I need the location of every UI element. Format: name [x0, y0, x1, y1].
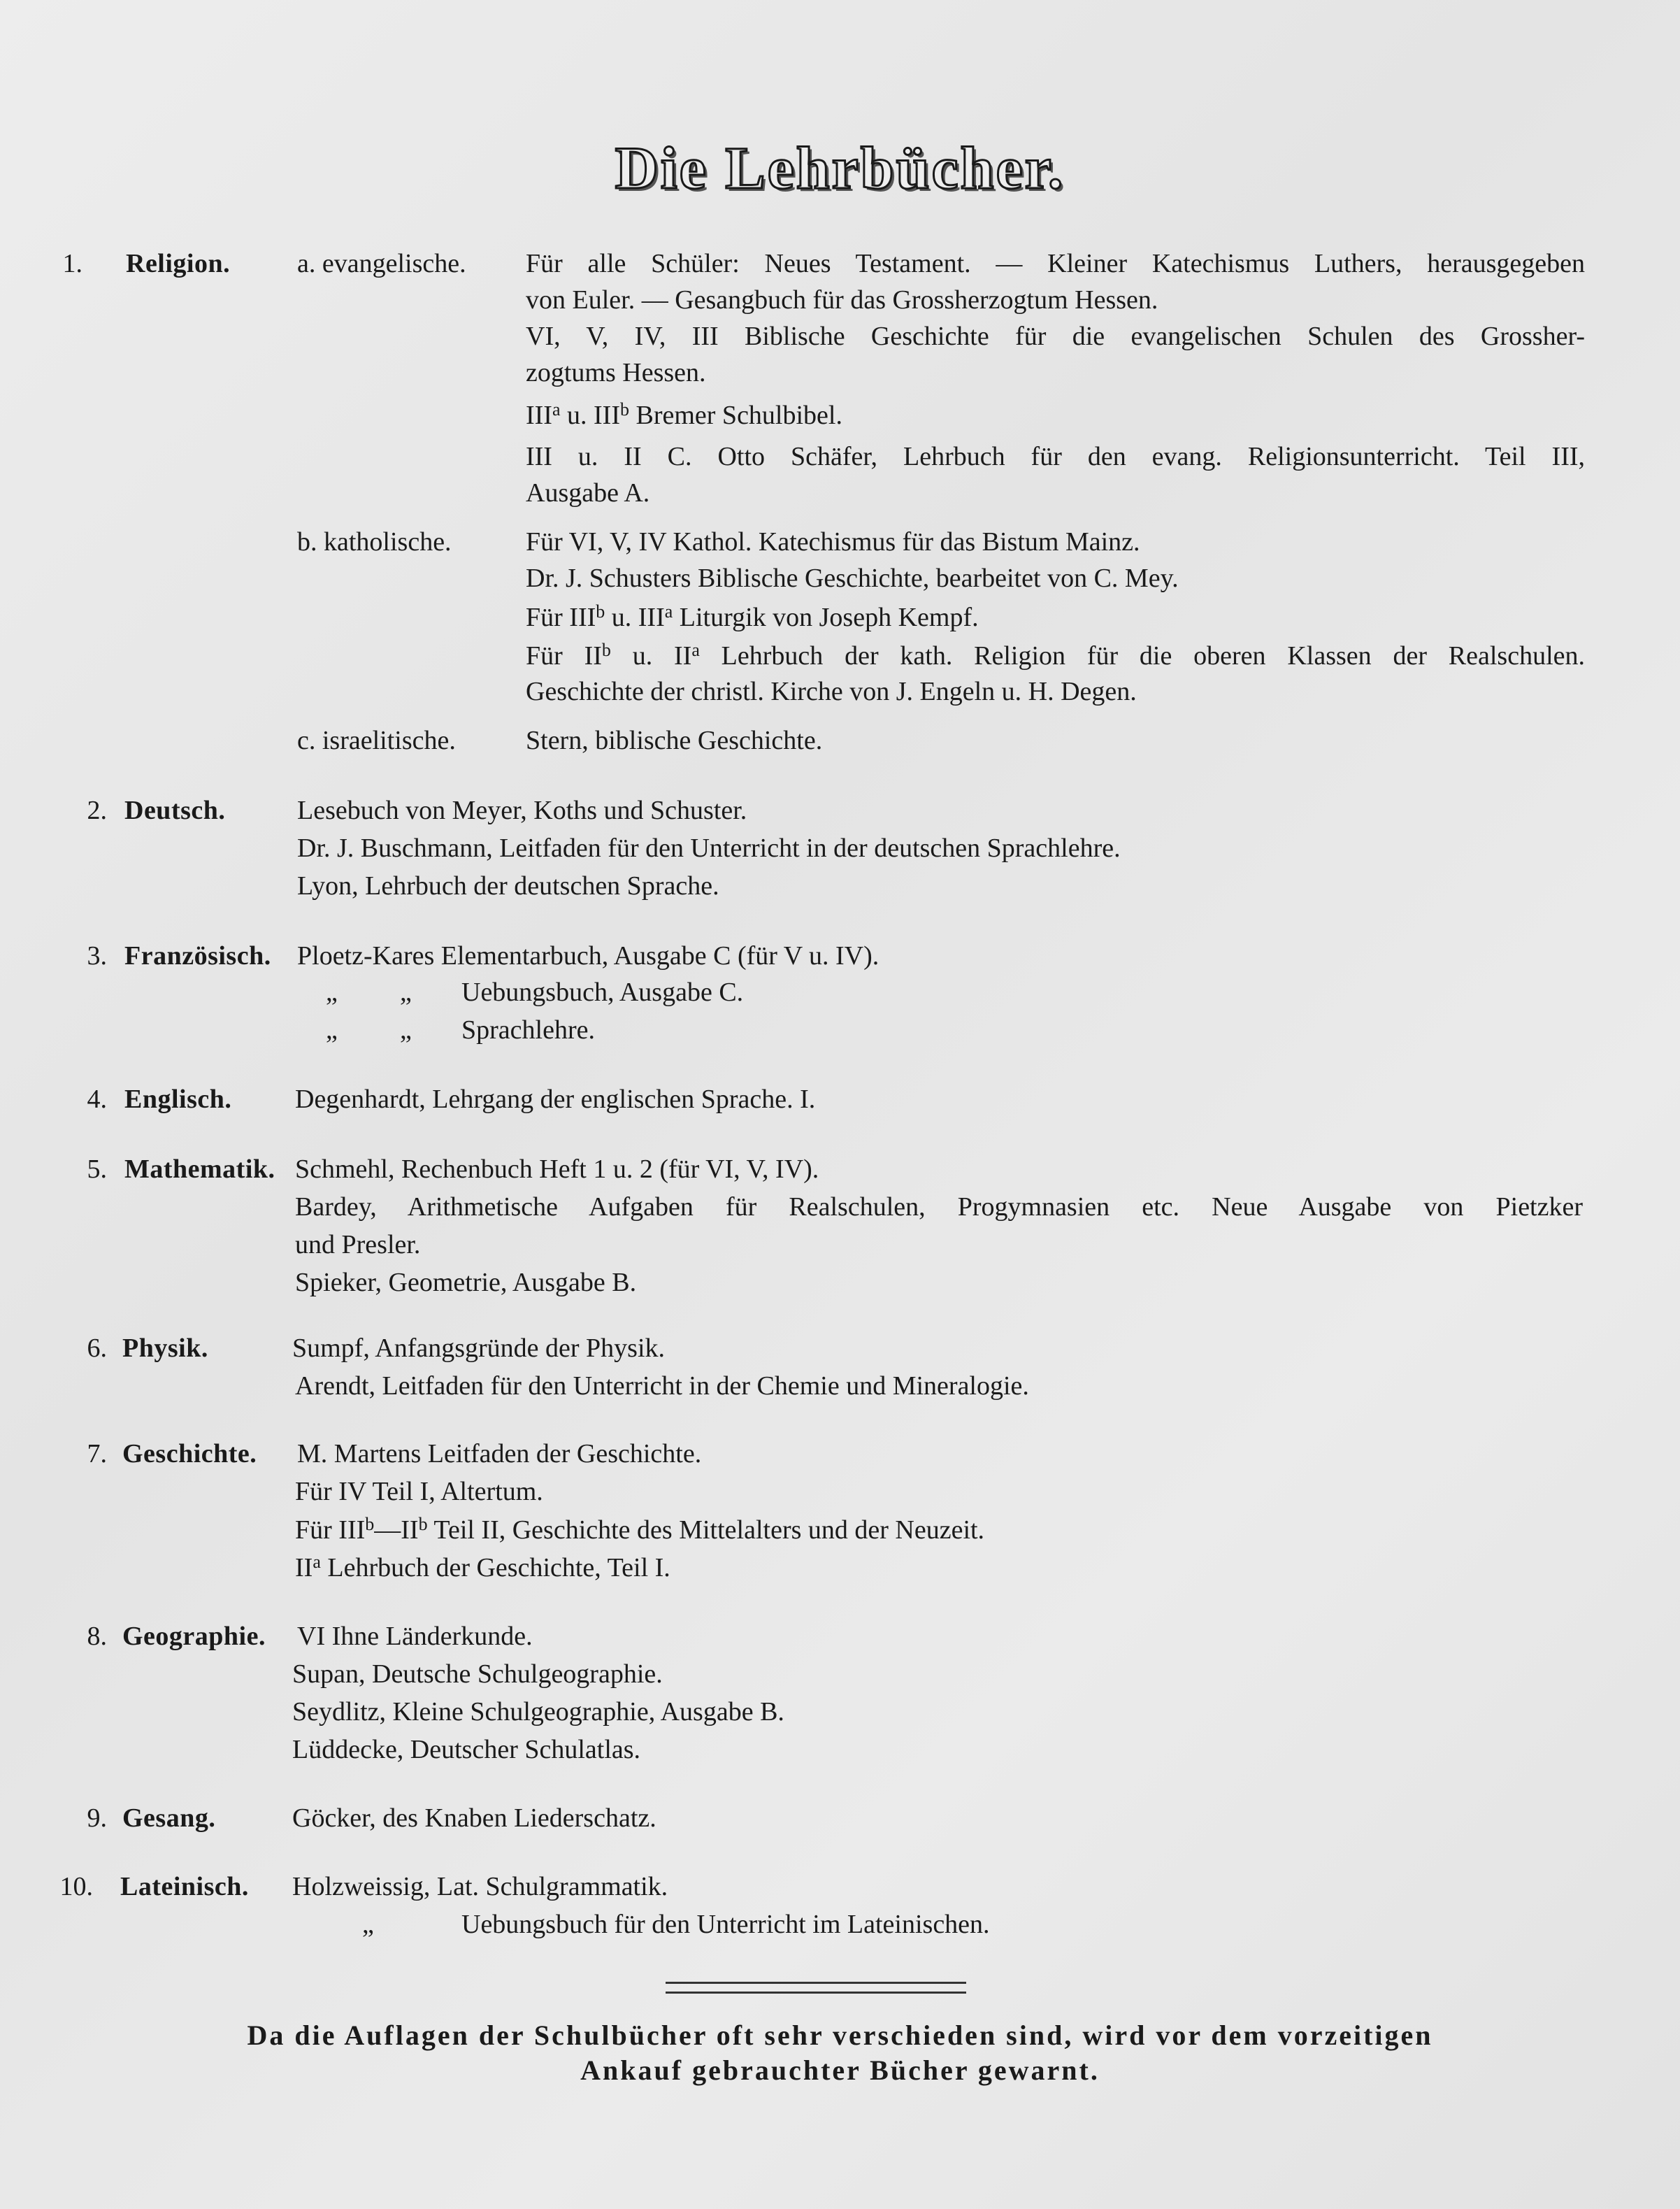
section-number: 8. — [87, 1622, 107, 1651]
section-number: 3. — [87, 941, 107, 971]
entry-line: M. Martens Leitfaden der Geschichte. — [297, 1439, 702, 1468]
entry-line: Für III$^b$ u. III$^a$ Liturgik von Joseph Kempf. — [526, 601, 979, 632]
entry-line: III$^a$ u. III$^b$ Bremer Schulbibel. — [526, 399, 842, 430]
entry-line: Supan, Deutsche Schulgeographie. — [292, 1659, 663, 1689]
entry-line: und Presler. — [295, 1230, 421, 1259]
section-number: 7. — [87, 1439, 107, 1468]
entry-line: Für $II^b$ u. $II^a$ Lehrbuch der kath. Religion für die oberen Klassen der Realschulen. — [526, 640, 1585, 671]
entry-line: Für IV Teil I, Altertum. — [295, 1477, 543, 1506]
entry-line: zogtums Hessen. — [526, 358, 706, 387]
entry-line: Lyon, Lehrbuch der deutschen Sprache. — [297, 871, 719, 901]
entry-line: VI Ihne Länderkunde. — [297, 1622, 533, 1651]
section-name: Geschichte. — [122, 1439, 257, 1468]
entry-line: Für VI, V, IV Kathol. Katechismus für das Bistum Mainz. — [526, 527, 1140, 557]
entry-line: Holzweissig, Lat. Schulgrammatik. — [292, 1872, 668, 1901]
section-number: 2. — [87, 796, 107, 825]
subsection-label-israelitisch: c. israelitische. — [297, 726, 456, 755]
entry-line: Lesebuch von Meyer, Koths und Schuster. — [297, 796, 747, 825]
entry-line: von Euler. — Gesangbuch für das Grossherzogtum Hessen. — [526, 285, 1158, 315]
section-number: 5. — [87, 1154, 107, 1184]
section-name: Geographie. — [122, 1622, 266, 1651]
subsection-label-evangelisch: a. evangelische. — [297, 249, 466, 278]
entry-line: Ploetz-Kares Elementarbuch, Ausgabe C (für V u. IV). — [297, 941, 880, 971]
ditto-mark: „ — [326, 978, 338, 1007]
section-number: 6. — [87, 1334, 107, 1363]
section-name: Mathematik. — [124, 1154, 275, 1184]
section-name: Deutsch. — [124, 796, 226, 825]
entry-line: Dr. J. Buschmann, Leitfaden für den Unterricht in der deutschen Sprachlehre. — [297, 834, 1121, 863]
subsection-label-katholisch: b. katholische. — [297, 527, 452, 557]
section-number: 10. — [59, 1872, 93, 1901]
entry-line: Stern, biblische Geschichte. — [526, 726, 823, 755]
entry-line: Schmehl, Rechenbuch Heft 1 u. 2 (für VI, V, IV). — [295, 1154, 819, 1184]
section-name: Physik. — [122, 1334, 208, 1363]
entry-line: Geschichte der christl. Kirche von J. Engeln u. H. Degen. — [526, 677, 1137, 706]
section-name: Englisch. — [124, 1085, 232, 1114]
ditto-mark: „ — [362, 1910, 374, 1939]
entry-line: Sumpf, Anfangsgründe der Physik. — [292, 1334, 666, 1363]
footer-note — [56, 2018, 1624, 2088]
ditto-mark: „ — [326, 1015, 338, 1045]
entry-line: Seydlitz, Kleine Schulgeographie, Ausgabe B. — [292, 1697, 784, 1727]
page-title: Die Lehrbücher. — [615, 134, 1065, 201]
entry-line: Für alle Schüler: Neues Testament. — Kleiner Katechismus Luthers, herausgegeben — [526, 249, 1585, 278]
entry-line: $II^a$ Lehrbuch der Geschichte, Teil I. — [295, 1552, 670, 1582]
section-number: 1. — [62, 249, 82, 278]
entry-line: VI, V, IV, III Biblische Geschichte für die evangelischen Schulen des Grossher- — [526, 322, 1585, 351]
ditto-mark: „ — [400, 978, 412, 1007]
entry-line: Spieker, Geometrie, Ausgabe B. — [295, 1268, 637, 1297]
entry-line: Degenhardt, Lehrgang der englischen Sprache. I. — [295, 1085, 816, 1114]
footer-line: Ankauf gebrauchter Bücher gewarnt. — [580, 2054, 1100, 2086]
entry-line: Lüddecke, Deutscher Schulatlas. — [292, 1735, 641, 1764]
entry-line: Uebungsbuch für den Unterricht im Lateinischen. — [461, 1910, 990, 1939]
section-number: 9. — [87, 1803, 107, 1833]
entry-line: III u. II C. Otto Schäfer, Lehrbuch für den evang. Religionsunterricht. Teil III, — [526, 442, 1585, 471]
ditto-mark: „ — [400, 1015, 412, 1045]
entry-line: Dr. J. Schusters Biblische Geschichte, bearbeitet von C. Mey. — [526, 564, 1179, 593]
section-name: Religion. — [126, 249, 231, 278]
section-number: 4. — [87, 1085, 107, 1114]
entry-line: Bardey, Arithmetische Aufgaben für Realschulen, Progymnasien etc. Neue Ausgabe von Pietzker — [295, 1192, 1583, 1222]
section-name: Französisch. — [124, 941, 271, 971]
double-rule-divider — [666, 1982, 966, 1994]
section-name: Lateinisch. — [120, 1872, 249, 1901]
entry-line: Göcker, des Knaben Liederschatz. — [292, 1803, 656, 1833]
entry-line: Sprachlehre. — [461, 1015, 595, 1045]
entry-line: Uebungsbuch, Ausgabe C. — [461, 978, 744, 1007]
footer-line: Da die Auflagen der Schulbücher oft sehr verschieden sind, wird vor dem vorzeitigen — [247, 2019, 1433, 2051]
entry-line: Ausgabe A. — [526, 478, 650, 508]
entry-line: Arendt, Leitfaden für den Unterricht in der Chemie und Mineralogie. — [295, 1371, 1029, 1401]
entry-line: Für $III^b—II^b$ Teil II, Geschichte des Mittelalters und der Neuzeit. — [295, 1514, 985, 1545]
section-name: Gesang. — [122, 1803, 216, 1833]
